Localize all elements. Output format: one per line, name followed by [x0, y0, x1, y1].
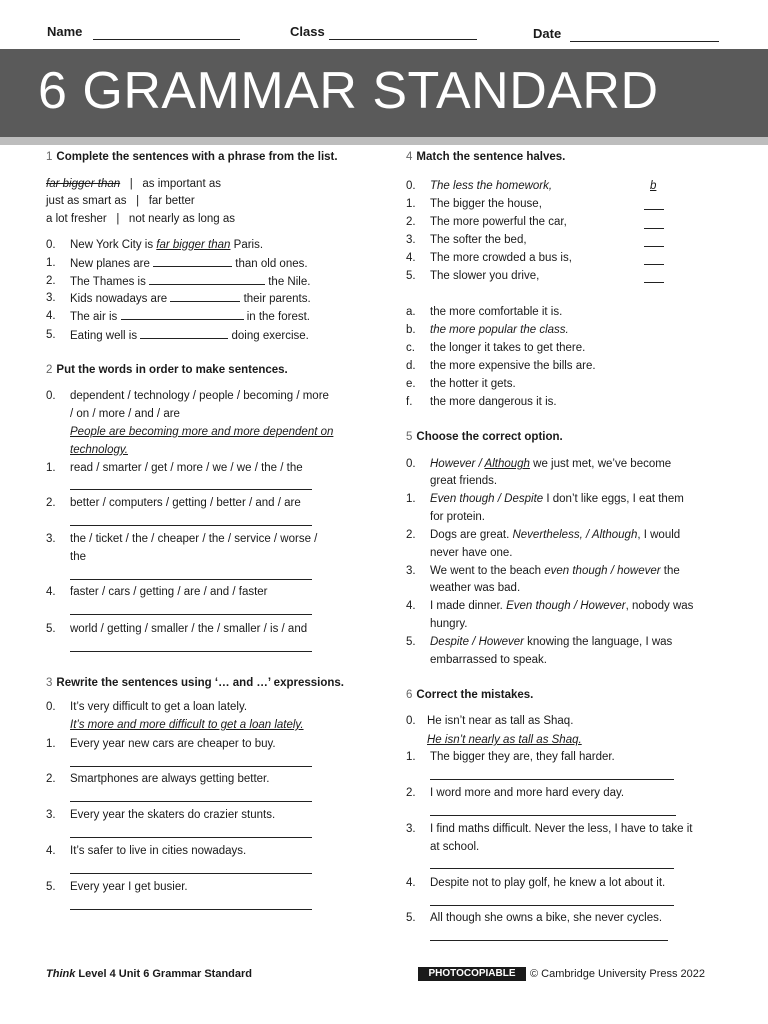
item-number: 2. — [406, 216, 416, 228]
section-5-title: 5 Choose the correct option. — [406, 431, 563, 443]
s2-item-2: better / computers / getting / better / and / are — [70, 497, 301, 509]
item-number: 4. — [46, 586, 56, 598]
s3-item-2: Smartphones are always getting better. — [70, 773, 270, 785]
s4-ending-a: the more comfortable it is. — [430, 306, 563, 318]
date-label: Date — [533, 26, 562, 41]
item-number: 3. — [46, 809, 56, 821]
item-number: 1. — [46, 738, 56, 750]
name-label: Name — [47, 24, 83, 39]
item-number: 4. — [406, 600, 416, 612]
s2-item-5: world / getting / smaller / the / smaller / is / and — [70, 623, 308, 635]
answer-line[interactable] — [430, 779, 674, 780]
s4-answer-0: b — [650, 180, 657, 192]
s1-item-1: New planes are than old ones. — [70, 254, 308, 273]
item-number: 4. — [406, 877, 416, 889]
s6-item-2: I word more and more hard every day. — [430, 787, 625, 799]
item-number: 3. — [46, 292, 56, 304]
s5-item-0-line-2: great friends. — [430, 475, 498, 487]
s2-item-0-line-1: dependent / technology / people / becoming / more — [70, 390, 329, 402]
s3-item-3: Every year the skaters do crazier stunts. — [70, 809, 276, 821]
section-2-title: 2 Put the words in order to make sentences. — [46, 364, 288, 376]
answer-blank[interactable] — [140, 326, 228, 339]
answer-line[interactable] — [70, 579, 312, 580]
s1-item-3: Kids nowadays are their parents. — [70, 289, 311, 308]
item-number: 1. — [46, 462, 56, 474]
item-number: 5. — [406, 912, 416, 924]
banner-shadow — [0, 137, 768, 145]
match-answer-blank[interactable] — [644, 246, 664, 247]
s5-item-4: I made dinner. Even though / However, nobody was — [430, 600, 694, 612]
section-4-title: 4 Match the sentence halves. — [406, 151, 566, 163]
s5-item-3-line-2: weather was bad. — [430, 582, 521, 594]
s6-item-3: I find maths difficult. Never the less, I have to take it — [430, 823, 693, 835]
s5-item-4-line-2: hungry. — [430, 618, 468, 630]
s6-item-0: He isn’t near as tall as Shaq. — [427, 715, 574, 727]
answer-line[interactable] — [70, 525, 312, 526]
item-letter: a. — [406, 306, 416, 318]
s3-item-0-answer: It’s more and more difficult to get a loan lately. — [70, 719, 304, 731]
item-number: 2. — [46, 773, 56, 785]
footer-book-info: Think Level 4 Unit 6 Grammar Standard — [46, 968, 253, 980]
s6-item-1: The bigger they are, they fall harder. — [430, 751, 615, 763]
item-letter: f. — [406, 396, 413, 408]
s5-item-5: Despite / However knowing the language, I was — [430, 636, 673, 648]
date-field[interactable] — [570, 41, 719, 42]
section-2-number: 2 — [46, 364, 53, 376]
s4-ending-d: the more expensive the bills are. — [430, 360, 596, 372]
s2-item-3-line-2: the — [70, 551, 86, 563]
item-letter: b. — [406, 324, 416, 336]
phrase-list-row-3: a lot fresher | not nearly as long as — [46, 213, 236, 225]
item-number: 4. — [46, 310, 56, 322]
s2-item-0-line-2: / on / more / and / are — [70, 408, 180, 420]
phrase-item: a lot fresher — [46, 213, 107, 225]
s4-half-0: The less the homework, — [430, 180, 553, 192]
item-number: 0. — [46, 239, 56, 251]
answer-line[interactable] — [70, 766, 312, 767]
item-number: 1. — [406, 493, 416, 505]
match-answer-blank[interactable] — [644, 264, 664, 265]
answer-line[interactable] — [430, 815, 676, 816]
answer-line[interactable] — [430, 868, 674, 869]
item-letter: c. — [406, 342, 415, 354]
item-number: 1. — [406, 751, 416, 763]
section-6-title: 6 Correct the mistakes. — [406, 689, 534, 701]
s4-ending-e: the hotter it gets. — [430, 378, 516, 390]
s6-item-5: All though she owns a bike, she never cycles. — [430, 912, 663, 924]
photocopiable-badge: PHOTOCOPIABLE — [418, 967, 526, 981]
phrase-item: not nearly as long as — [128, 213, 236, 225]
item-number: 5. — [406, 636, 416, 648]
item-number: 3. — [46, 533, 56, 545]
item-number: 5. — [406, 270, 416, 282]
s5-item-2: Dogs are great. Nevertheless, / Although, I would — [430, 529, 681, 541]
s1-item-4: The air is in the forest. — [70, 307, 310, 326]
s3-item-0: It’s very difficult to get a loan lately. — [70, 701, 248, 713]
section-1-number: 1 — [46, 151, 53, 163]
answer-line[interactable] — [430, 940, 668, 941]
item-number: 0. — [406, 715, 416, 727]
answer-blank[interactable] — [153, 254, 232, 267]
option-choice[interactable]: Even though / Despite — [430, 493, 544, 505]
match-answer-blank[interactable] — [644, 282, 664, 283]
section-5-number: 5 — [406, 431, 413, 443]
answer-line[interactable] — [70, 909, 312, 910]
copyright-notice: © Cambridge University Press 2022 — [530, 968, 706, 980]
s2-item-3: the / ticket / the / cheaper / the / service / worse / — [70, 533, 318, 545]
s2-item-0-answer-2: technology. — [70, 444, 128, 456]
item-number: 2. — [406, 787, 416, 799]
s2-item-4: faster / cars / getting / are / and / faster — [70, 586, 268, 598]
s3-item-5: Every year I get busier. — [70, 881, 188, 893]
phrase-item: just as smart as — [46, 195, 127, 207]
section-6-number: 6 — [406, 689, 413, 701]
item-letter: d. — [406, 360, 416, 372]
item-number: 2. — [46, 275, 56, 287]
item-number: 3. — [406, 823, 416, 835]
answer-line[interactable] — [70, 489, 312, 490]
option-choice[interactable]: Despite / However — [430, 636, 524, 648]
option-choice[interactable]: even though / however — [544, 565, 661, 577]
s4-ending-f: the more dangerous it is. — [430, 396, 557, 408]
s4-ending-b: the more popular the class. — [430, 324, 569, 336]
class-label: Class — [290, 24, 325, 39]
phrase-list-row-1: far bigger than | as important as — [46, 178, 221, 190]
s1-item-5: Eating well is doing exercise. — [70, 326, 309, 345]
s6-item-0-answer: He isn’t nearly as tall as Shaq. — [427, 734, 582, 746]
s5-item-3: We went to the beach even though / however the — [430, 565, 680, 577]
section-3-number: 3 — [46, 677, 53, 689]
page-title: 6 GRAMMAR STANDARD — [38, 62, 659, 120]
s5-item-5-line-2: embarrassed to speak. — [430, 654, 547, 666]
item-number: 5. — [46, 329, 56, 341]
s6-item-3-line-2: at school. — [430, 841, 480, 853]
answer-line[interactable] — [70, 837, 312, 838]
item-number: 5. — [46, 881, 56, 893]
item-number: 1. — [406, 198, 416, 210]
item-number: 1. — [46, 257, 56, 269]
s2-item-1: read / smarter / get / more / we / we / the / the — [70, 462, 303, 474]
section-1-title: 1 Complete the sentences with a phrase from the list. — [46, 151, 338, 163]
item-number: 0. — [406, 458, 416, 470]
s4-half-4: The more crowded a bus is, — [430, 252, 572, 264]
answer-line[interactable] — [70, 651, 312, 652]
match-answer-blank[interactable] — [644, 209, 664, 210]
option-choice[interactable]: Nevertheless, / Although — [512, 529, 638, 541]
s5-item-1: Even though / Despite I don’t like eggs, I eat them — [430, 493, 684, 505]
s6-item-4: Despite not to play golf, he knew a lot about it. — [430, 877, 666, 889]
answer-line[interactable] — [430, 905, 674, 906]
s4-ending-c: the longer it takes to get there. — [430, 342, 586, 354]
class-field[interactable] — [329, 39, 477, 40]
item-number: 2. — [46, 497, 56, 509]
phrase-list-row-2: just as smart as | far better — [46, 195, 195, 207]
section-4-number: 4 — [406, 151, 413, 163]
item-number: 0. — [46, 390, 56, 402]
s4-half-2: The more powerful the car, — [430, 216, 567, 228]
name-field[interactable] — [93, 39, 240, 40]
s5-item-2-line-2: never have one. — [430, 547, 513, 559]
s5-item-1-line-2: for protein. — [430, 511, 485, 523]
answer-blank[interactable] — [170, 289, 240, 302]
s2-item-0-answer-1: People are becoming more and more dependent on — [70, 426, 334, 438]
answer-line[interactable] — [70, 801, 312, 802]
item-number: 3. — [406, 234, 416, 246]
s5-item-0: However / Although we just met, we’ve become — [430, 458, 672, 470]
s3-item-1: Every year new cars are cheaper to buy. — [70, 738, 276, 750]
phrase-item: far better — [148, 195, 195, 207]
phrase-item: far bigger than — [46, 178, 121, 190]
item-number: 3. — [406, 565, 416, 577]
item-letter: e. — [406, 378, 416, 390]
match-answer-blank[interactable] — [644, 228, 664, 229]
item-number: 4. — [46, 845, 56, 857]
phrase-item: as important as — [142, 178, 221, 190]
s4-half-5: The slower you drive, — [430, 270, 540, 282]
s1-item-0: New York City is far bigger than Paris. — [70, 239, 264, 251]
answer-blank[interactable] — [149, 272, 265, 285]
option-choice[interactable]: Even though / However — [506, 600, 626, 612]
s3-item-4: It’s safer to live in cities nowadays. — [70, 845, 247, 857]
answer-line[interactable] — [70, 873, 312, 874]
s1-item-2: The Thames is the Nile. — [70, 272, 310, 291]
s4-half-1: The bigger the house, — [430, 198, 542, 210]
section-3-title: 3 Rewrite the sentences using ‘… and …’ expressions. — [46, 677, 344, 689]
answer-line[interactable] — [70, 614, 312, 615]
item-number: 0. — [406, 180, 416, 192]
item-number: 4. — [406, 252, 416, 264]
s4-half-3: The softer the bed, — [430, 234, 527, 246]
item-number: 0. — [46, 701, 56, 713]
item-number: 2. — [406, 529, 416, 541]
item-number: 5. — [46, 623, 56, 635]
answer-blank[interactable] — [121, 307, 244, 320]
